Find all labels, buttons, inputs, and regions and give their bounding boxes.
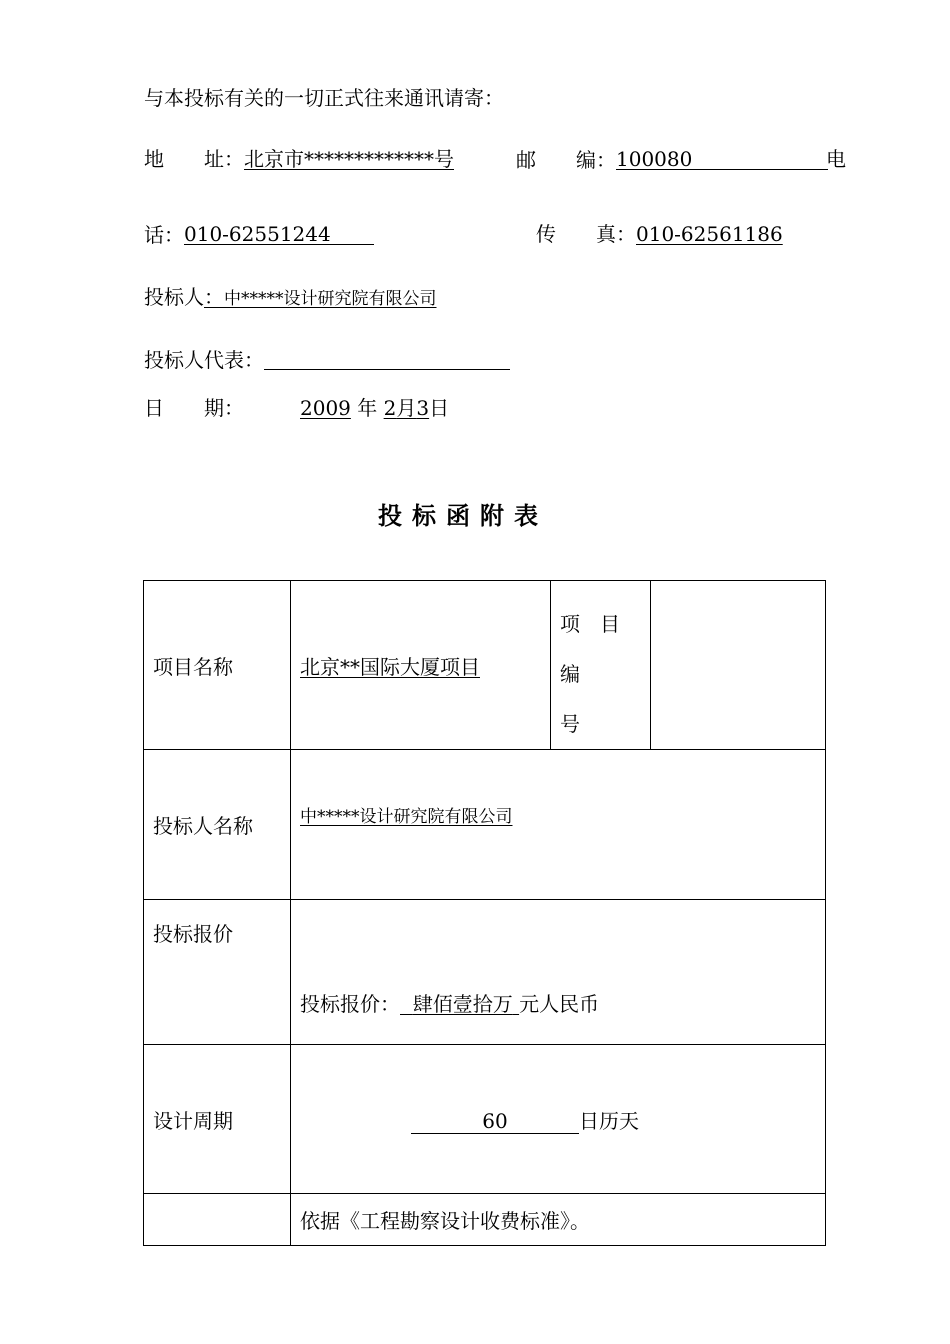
basis-cell — [291, 1194, 826, 1246]
bidder-value: 中*****设计研究院有限公司 — [224, 289, 437, 309]
project-name-value: 北京**国际大厦项目 — [300, 654, 480, 679]
postcode-label: 邮 编： — [516, 148, 616, 172]
rep-row — [144, 349, 510, 370]
bidder-name-cell — [291, 750, 826, 900]
table-row — [144, 750, 826, 900]
fax-label: 传 真： — [536, 222, 636, 246]
project-no-label-line1: 项 目 编 — [560, 612, 640, 686]
table-row — [144, 1045, 826, 1194]
price-value — [400, 992, 519, 1016]
intro-line: 与本投标有关的一切正式往来通讯请寄： — [144, 86, 504, 110]
bidder-name-value: 中*****设计研究院有限公司 — [300, 807, 513, 827]
bidder-colon: ： — [204, 285, 224, 309]
bidder-row — [144, 287, 437, 308]
table-row — [144, 581, 826, 750]
period-suffix: 日历天 — [579, 1108, 639, 1133]
date-day-unit: 日 — [429, 396, 450, 420]
date-month: 2 — [383, 396, 397, 420]
table-row — [144, 1194, 826, 1246]
price-suffix: 元人民币 — [519, 991, 600, 1016]
fax-value: 010-62561186 — [636, 222, 783, 246]
address-value: 北京市*************号 — [244, 147, 454, 171]
phone-value: 010-62551244 — [184, 222, 331, 246]
project-name-label: 项目名称 — [144, 581, 291, 750]
rep-label: 投标人代表： — [144, 348, 264, 372]
rep-signature-line — [264, 349, 510, 370]
fax-row — [536, 224, 783, 244]
date-row — [144, 398, 449, 418]
table-row — [144, 900, 826, 1045]
project-no-value-cell — [651, 581, 826, 750]
basis-label-cell — [144, 1194, 291, 1246]
address-label: 地 址： — [144, 147, 244, 171]
postcode-field — [616, 149, 828, 170]
price-value-text: 肆佰壹拾万 — [412, 991, 513, 1016]
bidder-label: 投标人 — [144, 285, 204, 309]
basis-text: 依据《工程勘察设计收费标准》。 — [300, 1209, 590, 1233]
phone-field — [184, 224, 374, 245]
phone-label-start: 电 — [826, 147, 846, 171]
price-label: 投标报价 — [144, 900, 291, 1045]
postcode-row — [516, 149, 828, 170]
postcode-value: 100080 — [616, 147, 693, 171]
phone-row — [144, 224, 374, 245]
project-no-label — [551, 581, 651, 750]
date-year: 2009 — [300, 396, 351, 420]
period-field — [411, 1109, 579, 1134]
annex-title: 投标函附表 — [378, 502, 548, 530]
date-label: 日 期： — [144, 396, 244, 420]
date-day: 3 — [416, 396, 430, 420]
bidder-name-label: 投标人名称 — [144, 750, 291, 900]
address-row — [144, 149, 454, 169]
annex-table — [143, 580, 826, 1246]
period-value: 60 — [482, 1108, 508, 1133]
date-year-unit: 年 — [357, 396, 378, 420]
date-month-unit: 月 — [396, 396, 417, 420]
price-prefix: 投标报价： — [300, 991, 400, 1016]
phone-label-end: 话： — [144, 223, 184, 247]
project-no-label-line2: 号 — [560, 712, 580, 736]
project-name-cell — [291, 581, 551, 750]
price-cell — [291, 900, 826, 1045]
period-label: 设计周期 — [144, 1045, 291, 1194]
period-cell — [291, 1045, 826, 1194]
